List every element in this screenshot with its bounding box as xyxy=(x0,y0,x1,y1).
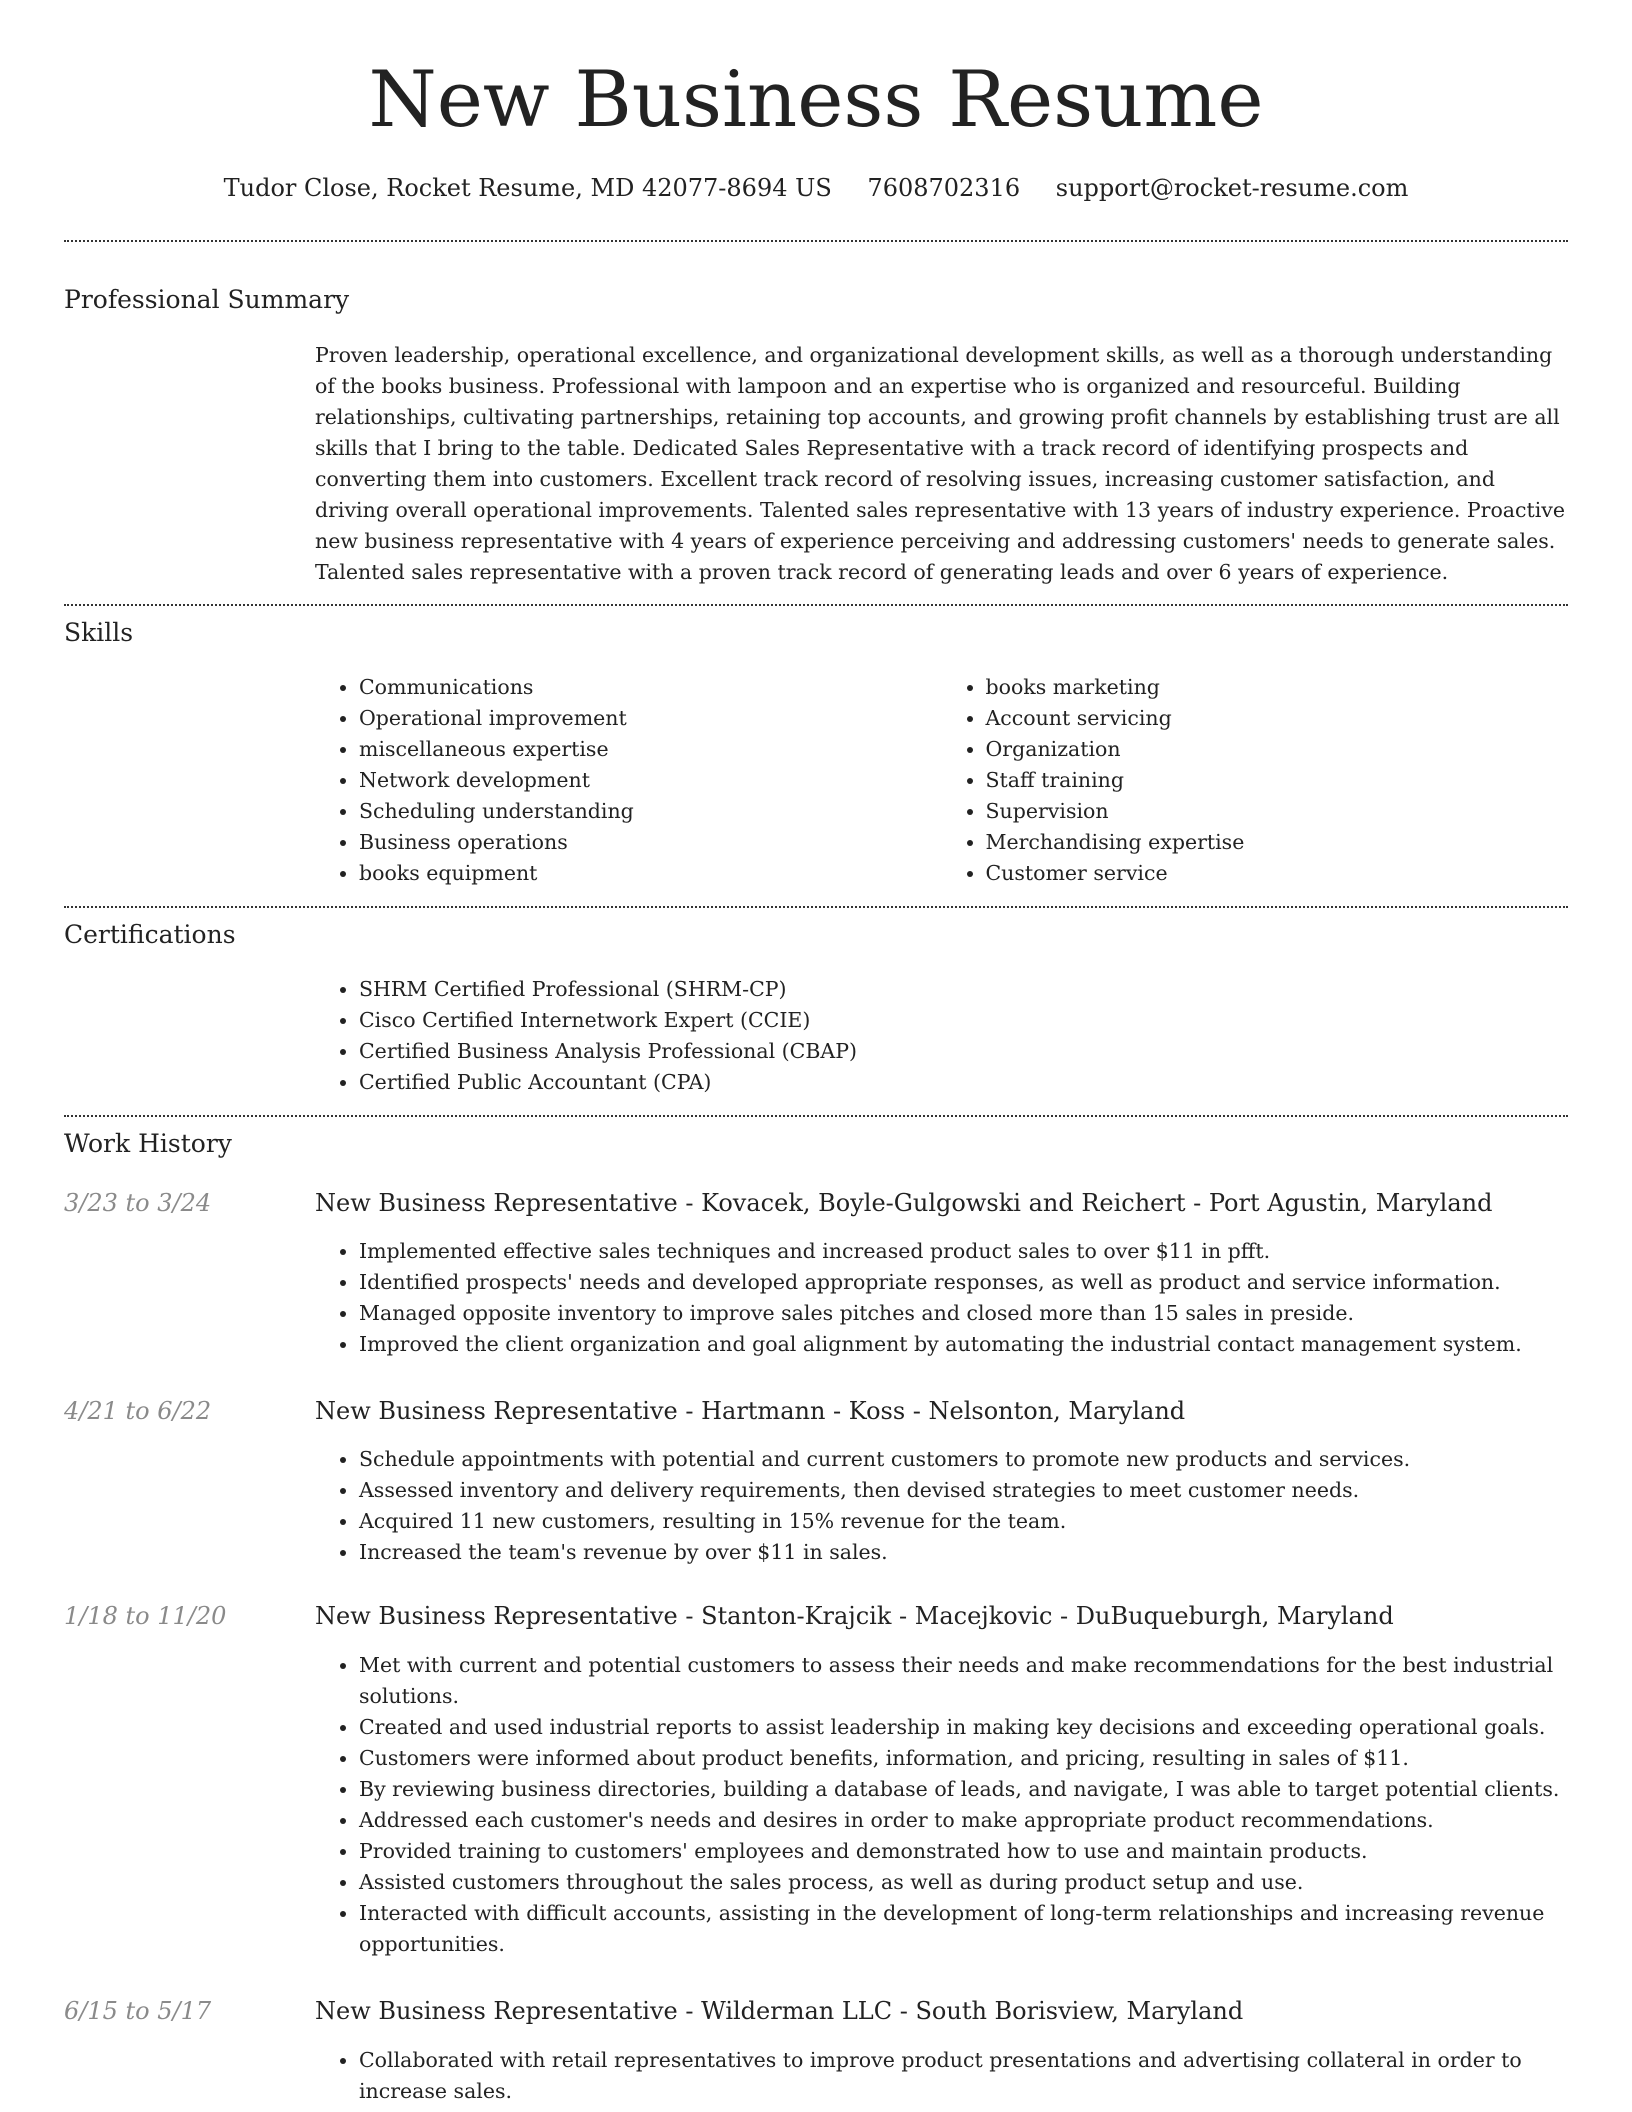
section-title-certifications: Certifications xyxy=(64,920,236,949)
job-title: New Business Representative - Kovacek, Boyle-Gulgowski and Reichert - Port Agustin, Maryland xyxy=(315,1189,1493,1217)
job-title: New Business Representative - Wilderman LLC - South Borisview, Maryland xyxy=(315,1997,1244,2025)
job-duties xyxy=(315,1650,1568,1960)
job-bullet: • Assessed inventory and delivery requirements, then devised strategies to meet customer needs. xyxy=(359,1475,1568,1506)
skill-item: • Supervision xyxy=(986,796,1569,827)
skill-item: • miscellaneous expertise xyxy=(359,734,942,765)
certification-item: • SHRM Certified Professional (SHRM-CP) xyxy=(359,974,1568,1005)
skill-item: • books marketing xyxy=(986,672,1569,703)
job-dates: 3/23 to 3/24 xyxy=(64,1189,212,1217)
divider xyxy=(64,1115,1568,1117)
job-bullet: • Schedule appointments with potential and current customers to promote new products and services. xyxy=(359,1444,1568,1475)
job-duties xyxy=(315,2045,1568,2107)
resume-title: New Business Resume xyxy=(368,55,1264,145)
divider xyxy=(64,906,1568,908)
job-bullets xyxy=(315,1650,1568,1960)
certification-item: • Certified Public Accountant (CPA) xyxy=(359,1067,1568,1098)
job-duties xyxy=(315,1236,1568,1360)
skill-item: • Customer service xyxy=(986,858,1569,889)
job-bullet: • Managed opposite inventory to improve sales pitches and closed more than 15 sales in preside. xyxy=(359,1298,1568,1329)
job-bullets xyxy=(315,1236,1568,1360)
skills-list-right xyxy=(942,672,1569,889)
skill-item: • Operational improvement xyxy=(359,703,942,734)
skills-list-left xyxy=(315,672,942,889)
skill-item: • Account servicing xyxy=(986,703,1569,734)
job-bullet: • Acquired 11 new customers, resulting in 15% revenue for the team. xyxy=(359,1506,1568,1537)
skill-item: • Communications xyxy=(359,672,942,703)
skill-item: • Merchandising expertise xyxy=(986,827,1569,858)
job-bullets xyxy=(315,2045,1568,2107)
section-title-summary: Professional Summary xyxy=(64,285,350,314)
certifications-list xyxy=(315,974,1568,1098)
job-title: New Business Representative - Stanton-Krajcik - Macejkovic - DuBuqueburgh, Maryland xyxy=(315,1602,1394,1630)
skill-item: • books equipment xyxy=(359,858,942,889)
job-title: New Business Representative - Hartmann - Koss - Nelsonton, Maryland xyxy=(315,1397,1186,1425)
job-bullet: • Improved the client organization and goal alignment by automating the industrial contact management system. xyxy=(359,1329,1568,1360)
job-bullet: • Interacted with difficult accounts, assisting in the development of long-term relationships and increasing revenue opportunities. xyxy=(359,1898,1568,1960)
contact-line xyxy=(64,170,1568,206)
certification-item: • Cisco Certified Internetwork Expert (CCIE) xyxy=(359,1005,1568,1036)
skill-item: • Organization xyxy=(986,734,1569,765)
certification-item: • Certified Business Analysis Professional (CBAP) xyxy=(359,1036,1568,1067)
job-bullet: • Customers were informed about product benefits, information, and pricing, resulting in sales of $11. xyxy=(359,1743,1568,1774)
skills-block xyxy=(315,672,1568,889)
job-bullet: • Identified prospects' needs and developed appropriate responses, as well as product and service information. xyxy=(359,1267,1568,1298)
job-bullet: • By reviewing business directories, building a database of leads, and navigate, I was able to target potential clients. xyxy=(359,1774,1568,1805)
job-dates: 4/21 to 6/22 xyxy=(64,1397,212,1425)
contact-email: support@rocket-resume.com xyxy=(1055,174,1409,202)
skill-item: • Staff training xyxy=(986,765,1569,796)
job-duties xyxy=(315,1444,1568,1568)
job-bullet: • Created and used industrial reports to assist leadership in making key decisions and exceeding operational goals. xyxy=(359,1712,1568,1743)
contact-address: Tudor Close, Rocket Resume, MD 42077-8694 US xyxy=(223,174,832,202)
summary-block xyxy=(315,340,1568,588)
section-title-skills: Skills xyxy=(64,618,134,647)
certifications-block xyxy=(315,974,1568,1098)
job-dates: 1/18 to 11/20 xyxy=(64,1602,227,1630)
job-bullet: • Met with current and potential customers to assess their needs and make recommendations for the best industrial solutions. xyxy=(359,1650,1568,1712)
job-bullet: • Addressed each customer's needs and desires in order to make appropriate product recommendations. xyxy=(359,1805,1568,1836)
section-title-work-history: Work History xyxy=(64,1129,232,1158)
contact-phone: 7608702316 xyxy=(867,174,1021,202)
divider xyxy=(64,604,1568,606)
skill-item: • Scheduling understanding xyxy=(359,796,942,827)
job-bullets xyxy=(315,1444,1568,1568)
summary-text: Proven leadership, operational excellence, and organizational development skills, as well as a thorough understanding of the books business. Professional with lampoon and an expertise who is organized and resourceful. Building relationships, cultivating partnerships, retaining top accounts, and growing profit channels by establishing trust are all skills that I bring to the table. Dedicated Sales Representative with a track record of identifying prospects and converting them into customers. Excellent track record of resolving issues, increasing customer satisfaction, and driving overall operational improvements. Talented sales representative with 13 years of industry experience. Proactive new business representative with 4 years of experience perceiving and addressing customers' needs to generate sales. Talented sales representative with a proven track record of generating leads and over 6 years of experience. xyxy=(315,343,1565,584)
skill-item: • Business operations xyxy=(359,827,942,858)
divider xyxy=(64,240,1568,242)
job-bullet: • Assisted customers throughout the sales process, as well as during product setup and use. xyxy=(359,1867,1568,1898)
job-bullet: • Provided training to customers' employees and demonstrated how to use and maintain products. xyxy=(359,1836,1568,1867)
job-bullet: • Implemented effective sales techniques and increased product sales to over $11 in pfft. xyxy=(359,1236,1568,1267)
job-bullet: • Collaborated with retail representatives to improve product presentations and advertising collateral in order to increase sales. xyxy=(359,2045,1568,2107)
job-dates: 6/15 to 5/17 xyxy=(64,1997,212,2025)
skill-item: • Network development xyxy=(359,765,942,796)
job-bullet: • Increased the team's revenue by over $11 in sales. xyxy=(359,1537,1568,1568)
